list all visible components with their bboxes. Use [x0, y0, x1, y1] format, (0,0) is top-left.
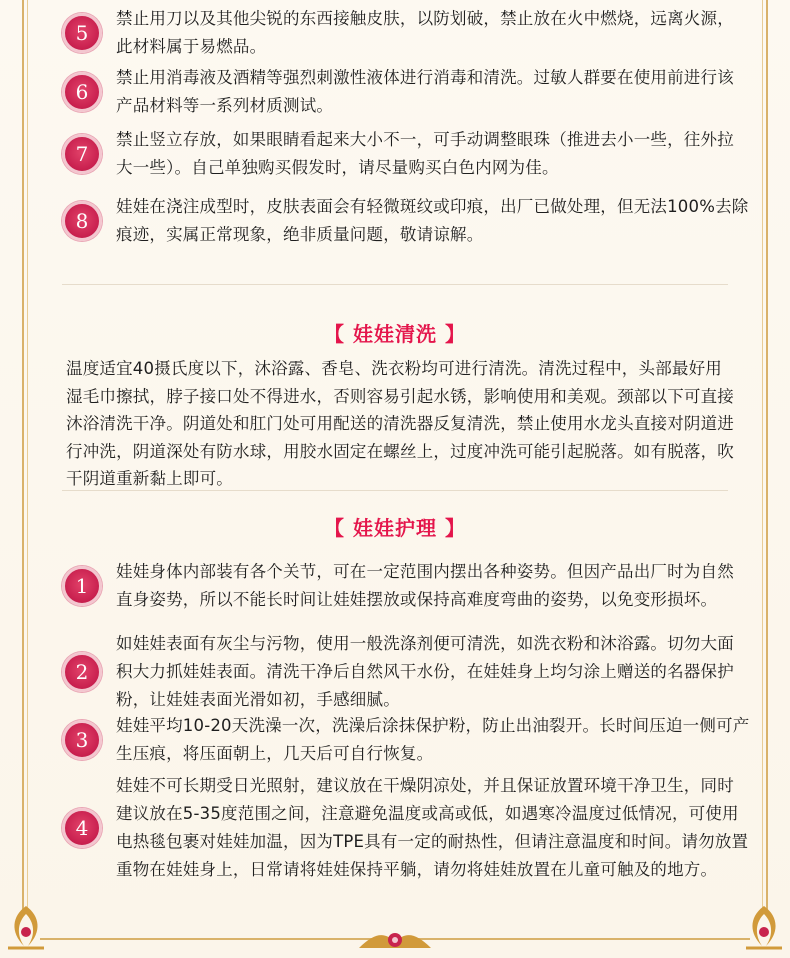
- corner-ornament-right-icon: [742, 902, 786, 952]
- number-badge: 5: [62, 13, 102, 53]
- bottom-center-ornament-icon: [355, 924, 435, 954]
- rule-item-6: [62, 64, 750, 120]
- rule-item-5: [62, 5, 750, 61]
- right-border-line: [766, 0, 768, 910]
- care-text: 娃娃平均10-20天洗澡一次，洗澡后涂抹保护粉，防止出油裂开。长时间压迫一侧可产生压痕，将压面朝上，几天后可自行恢复。: [116, 716, 750, 763]
- number-badge: 7: [62, 134, 102, 174]
- corner-ornament-left-icon: [4, 902, 48, 952]
- rule-text: 娃娃在浇注成型时，皮肤表面会有轻微斑纹或印痕，出厂已做处理，但无法100%去除痕迹，实属正常现象，绝非质量问题，敬请谅解。: [116, 197, 749, 244]
- care-item-3: [62, 712, 750, 768]
- rule-text: 禁止用消毒液及酒精等强烈刺激性液体进行消毒和清洗。过敏人群要在使用前进行该产品材料等一系列材质测试。: [116, 68, 734, 115]
- rule-item-8: [62, 193, 750, 249]
- right-border-inner-line: [762, 0, 763, 910]
- section-divider: [62, 490, 728, 491]
- number-badge: 3: [62, 720, 102, 760]
- left-border-inner-line: [27, 0, 28, 910]
- rule-item-7: [62, 126, 750, 182]
- care-text: 娃娃不可长期受日光照射，建议放在干燥阴凉处，并且保证放置环境干净卫生，同时建议放在5-35度范围之间，注意避免温度或高或低，如遇寒冷温度过低情况，可使用电热毯包裹对娃娃加温，因为TPE具有一定的耐热性，但请注意温度和时间。请勿放置重物在娃娃身上，日常请将娃娃保持平躺，请勿将娃娃放置在儿童可触及的地方。: [116, 776, 749, 879]
- rule-text: 禁止用刀以及其他尖锐的东西接触皮肤，以防划破，禁止放在火中燃烧，远离火源，此材料属于易燃品。: [116, 9, 734, 56]
- care-item-4: [62, 772, 750, 884]
- wash-instructions: 温度适宜40摄氏度以下，沐浴露、香皂、洗衣粉均可进行清洗。清洗过程中，头部最好用湿毛巾擦拭，脖子接口处不得进水，否则容易引起水锈，影响使用和美观。颈部以下可直接沐浴清洗干净。阴道处和肛门处可用配送的清洗器反复清洗，禁止使用水龙头直接对阴道进行冲洗，阴道深处有防水球，用胶水固定在螺丝上，过度冲洗可能引起脱落。如有脱落，吹干阴道重新黏上即可。: [66, 359, 734, 488]
- rule-text: 禁止竖立存放，如果眼睛看起来大小不一，可手动调整眼珠（推进去小一些，往外拉大一些）。自己单独购买假发时，请尽量购买白色内网为佳。: [116, 130, 734, 177]
- section-divider: [62, 284, 728, 285]
- number-badge: 4: [62, 808, 102, 848]
- left-border-line: [22, 0, 24, 910]
- number-badge: 2: [62, 652, 102, 692]
- number-badge: 6: [62, 72, 102, 112]
- care-section-title: 【 娃娃护理 】: [324, 516, 466, 540]
- care-item-1: [62, 558, 750, 614]
- number-badge: 1: [62, 566, 102, 606]
- wash-section-title: 【 娃娃清洗 】: [324, 322, 466, 346]
- care-item-2: [62, 630, 750, 714]
- care-text: 如娃娃表面有灰尘与污物，使用一般洗涤剂便可清洗，如洗衣粉和沐浴露。切勿大面积大力抓娃娃表面。清洗干净后自然风干水份，在娃娃身上均匀涂上赠送的名器保护粉，让娃娃表面光滑如初，手感细腻。: [116, 634, 734, 709]
- care-text: 娃娃身体内部装有各个关节，可在一定范围内摆出各种姿势。但因产品出厂时为自然直身姿势，所以不能长时间让娃娃摆放或保持高难度弯曲的姿势，以免变形损坏。: [116, 562, 734, 609]
- number-badge: 8: [62, 201, 102, 241]
